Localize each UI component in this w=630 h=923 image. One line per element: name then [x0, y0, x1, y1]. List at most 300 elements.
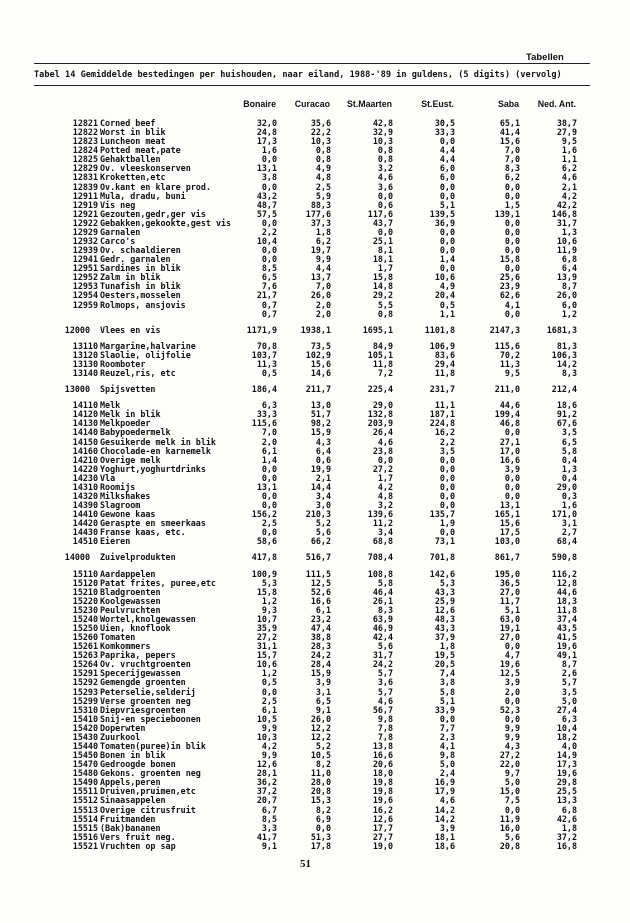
value-cell: 5,7 — [377, 668, 393, 679]
value-cell: 0,0 — [261, 490, 277, 501]
page-number: 51 — [300, 858, 311, 870]
value-cell: 3,5 — [561, 686, 577, 697]
value-cell: 37,9 — [434, 632, 455, 643]
item-description: Peterselie,selderij — [100, 686, 196, 697]
value-cell: 1,4 — [261, 454, 277, 465]
value-cell: 20,8 — [310, 786, 331, 797]
value-cell: 13,9 — [556, 272, 577, 283]
value-cell: 0,7 — [261, 308, 277, 319]
value-cell: 12,6 — [372, 813, 393, 824]
value-cell: 10,7 — [256, 613, 277, 624]
table-row-total — [0, 553, 630, 562]
item-description: Gewone kaas — [100, 509, 156, 520]
value-cell: 3,4 — [377, 527, 393, 538]
value-cell: 2,3 — [439, 731, 455, 742]
value-cell: 3,5 — [439, 445, 455, 456]
value-cell: 9,3 — [261, 604, 277, 615]
value-cell: 2,0 — [315, 308, 331, 319]
item-code: 14210 — [72, 454, 98, 465]
item-description: Verse groenten neg — [100, 695, 191, 706]
value-cell: 5,1 — [439, 695, 455, 706]
value-cell: 20,8 — [499, 840, 520, 851]
item-code: 15293 — [72, 686, 98, 697]
value-cell: 10,3 — [256, 731, 277, 742]
value-cell: 12,2 — [310, 722, 331, 733]
value-cell: 27,7 — [372, 831, 393, 842]
value-cell: 6,8 — [561, 254, 577, 265]
item-code: 12000 — [64, 324, 90, 335]
value-cell: 9,5 — [561, 136, 577, 147]
value-cell: 29,8 — [556, 777, 577, 788]
value-cell: 12,6 — [434, 604, 455, 615]
value-cell: 2,0 — [261, 436, 277, 447]
title-rule — [34, 85, 590, 86]
value-cell: 186,4 — [251, 384, 277, 395]
value-cell: 15,6 — [310, 358, 331, 369]
value-cell: 4,1 — [504, 299, 520, 310]
value-cell: 211,7 — [305, 384, 331, 395]
item-code: 13130 — [72, 358, 98, 369]
item-description: Koolgewassen — [100, 595, 161, 606]
value-cell: 16,9 — [434, 777, 455, 788]
item-code: 15410 — [72, 713, 98, 724]
value-cell: 7,8 — [377, 731, 393, 742]
value-cell: 0,0 — [504, 713, 520, 724]
item-code: 15264 — [72, 659, 98, 670]
item-code: 12919 — [72, 199, 98, 210]
value-cell: 7,0 — [261, 427, 277, 438]
table-row-total — [0, 326, 630, 335]
item-code: 12941 — [72, 254, 98, 265]
value-cell: 43,2 — [256, 190, 277, 201]
value-cell: 8,5 — [261, 813, 277, 824]
item-code: 15220 — [72, 595, 98, 606]
item-description: Sardines in blik — [100, 263, 181, 274]
item-code: 15120 — [72, 577, 98, 588]
item-code: 15299 — [72, 695, 98, 706]
value-cell: 36,2 — [256, 777, 277, 788]
item-code: 15260 — [72, 632, 98, 643]
value-cell: 708,4 — [367, 552, 393, 563]
value-cell: 0,0 — [261, 686, 277, 697]
value-cell: 15,8 — [256, 586, 277, 597]
value-cell: 18,1 — [434, 831, 455, 842]
value-cell: 12,2 — [310, 731, 331, 742]
value-cell: 6,4 — [561, 263, 577, 274]
value-cell: 117,6 — [367, 208, 393, 219]
value-cell: 56,7 — [372, 704, 393, 715]
value-cell: 10,3 — [372, 136, 393, 147]
value-cell: 5,7 — [377, 686, 393, 697]
value-cell: 26,0 — [310, 290, 331, 301]
value-cell: 41,4 — [499, 127, 520, 138]
value-cell: 4,1 — [439, 741, 455, 751]
value-cell: 26,0 — [310, 713, 331, 724]
value-cell: 0,0 — [261, 463, 277, 474]
value-cell: 1,7 — [377, 472, 393, 483]
item-description: Zuivelprodukten — [100, 552, 176, 563]
value-cell: 4,3 — [315, 436, 331, 447]
item-code: 12959 — [72, 299, 98, 310]
item-code: 12952 — [72, 272, 98, 283]
value-cell: 20,7 — [256, 795, 277, 806]
value-cell: 195,0 — [494, 568, 520, 579]
value-cell: 0,0 — [439, 481, 455, 492]
value-cell: 199,4 — [494, 409, 520, 420]
value-cell: 0,0 — [439, 263, 455, 274]
value-cell: 13,1 — [256, 163, 277, 174]
value-cell: 1,2 — [261, 668, 277, 679]
value-cell: 22,2 — [310, 127, 331, 138]
value-cell: 20,5 — [434, 659, 455, 670]
value-cell: 15,9 — [310, 668, 331, 679]
value-cell: 9,1 — [315, 704, 331, 715]
value-cell: 17,3 — [556, 759, 577, 770]
value-cell: 23,8 — [372, 445, 393, 456]
value-cell: 19,7 — [310, 245, 331, 256]
value-cell: 0,0 — [261, 254, 277, 265]
value-cell: 68,4 — [556, 536, 577, 547]
value-cell: 11,8 — [434, 368, 455, 379]
value-cell: 37,2 — [556, 831, 577, 842]
value-cell: 42,8 — [372, 118, 393, 128]
value-cell: 0,5 — [261, 368, 277, 379]
item-description: Carco's — [100, 236, 136, 247]
value-cell: 6,2 — [504, 172, 520, 183]
value-cell: 57,5 — [256, 208, 277, 219]
value-cell: 0,0 — [504, 263, 520, 274]
value-cell: 48,3 — [434, 613, 455, 624]
value-cell: 1,1 — [439, 308, 455, 319]
value-cell: 27,2 — [499, 750, 520, 761]
value-cell: 0,5 — [439, 299, 455, 310]
value-cell: 15,9 — [310, 427, 331, 438]
value-cell: 5,3 — [261, 577, 277, 588]
value-cell: 4,6 — [439, 795, 455, 806]
value-cell: 42,6 — [556, 813, 577, 824]
value-cell: 4,7 — [504, 650, 520, 661]
value-cell: 11,1 — [434, 400, 455, 411]
column-header: Bonaire — [243, 99, 276, 109]
value-cell: 27,2 — [256, 632, 277, 643]
item-code: 15514 — [72, 813, 98, 824]
value-cell: 14,6 — [310, 368, 331, 379]
value-cell: 0,0 — [261, 154, 277, 165]
section-tag: Tabellen — [526, 52, 564, 63]
value-cell: 4,6 — [377, 172, 393, 183]
value-cell: 9,9 — [261, 722, 277, 733]
value-cell: 7,5 — [504, 795, 520, 806]
value-cell: 5,5 — [377, 299, 393, 310]
value-cell: 48,7 — [256, 199, 277, 210]
value-cell: 2,6 — [561, 668, 577, 679]
value-cell: 51,3 — [310, 831, 331, 842]
value-cell: 0,0 — [504, 490, 520, 501]
column-header: Curacao — [294, 99, 330, 109]
item-description: Slagroom — [100, 500, 141, 511]
value-cell: 1,1 — [561, 154, 577, 165]
item-description: Vlees en vis — [100, 324, 161, 335]
value-cell: 4,8 — [315, 172, 331, 183]
value-cell: 16,0 — [499, 822, 520, 833]
value-cell: 84,9 — [372, 340, 393, 351]
value-cell: 0,0 — [439, 500, 455, 511]
value-cell: 5,6 — [504, 831, 520, 842]
item-description: Slaolie, olijfolie — [100, 349, 191, 360]
value-cell: 187,1 — [429, 409, 455, 420]
value-cell: 10,4 — [556, 722, 577, 733]
value-cell: 3,3 — [261, 822, 277, 833]
value-cell: 13,3 — [556, 795, 577, 806]
item-description: Corned beef — [100, 118, 156, 128]
value-cell: 135,7 — [429, 509, 455, 520]
item-code: 13110 — [72, 340, 98, 351]
value-cell: 111,5 — [305, 568, 331, 579]
value-cell: 28,3 — [310, 641, 331, 652]
value-cell: 2,4 — [439, 768, 455, 779]
value-cell: 1,6 — [261, 145, 277, 156]
item-code: 15430 — [72, 731, 98, 742]
value-cell: 7,8 — [377, 722, 393, 733]
item-description: Gebakken,gekookte,gest vis — [100, 217, 232, 228]
item-description: Zuurkool — [100, 731, 141, 742]
item-code: 14420 — [72, 518, 98, 529]
value-cell: 12,6 — [256, 759, 277, 770]
value-cell: 0,0 — [504, 641, 520, 652]
value-cell: 27,1 — [499, 436, 520, 447]
value-cell: 5,2 — [315, 741, 331, 751]
value-cell: 1,3 — [561, 463, 577, 474]
item-description: Aardappelen — [100, 568, 156, 579]
item-code: 13140 — [72, 368, 98, 379]
value-cell: 0,0 — [439, 713, 455, 724]
value-cell: 3,2 — [377, 500, 393, 511]
value-cell: 27,4 — [556, 704, 577, 715]
item-code: 14000 — [64, 552, 90, 563]
value-cell: 9,1 — [261, 840, 277, 851]
value-cell: 5,1 — [439, 199, 455, 210]
item-description: Roomboter — [100, 358, 146, 369]
value-cell: 15,8 — [372, 272, 393, 283]
value-cell: 67,6 — [556, 418, 577, 429]
value-cell: 3,8 — [439, 677, 455, 688]
item-code: 12911 — [72, 190, 98, 201]
item-description: Druiven,pruimen,etc — [100, 786, 196, 797]
item-code: 15516 — [72, 831, 98, 842]
item-description: Gehaktballen — [100, 154, 161, 165]
value-cell: 9,9 — [261, 750, 277, 761]
value-cell: 16,6 — [499, 454, 520, 465]
value-cell: 26,1 — [372, 595, 393, 606]
value-cell: 146,8 — [551, 208, 577, 219]
value-cell: 1,9 — [439, 518, 455, 529]
value-cell: 98,2 — [310, 418, 331, 429]
value-cell: 8,5 — [261, 263, 277, 274]
value-cell: 9,9 — [504, 731, 520, 742]
value-cell: 4,2 — [261, 741, 277, 751]
value-cell: 26,4 — [372, 427, 393, 438]
item-description: Zalm in blik — [100, 272, 161, 283]
value-cell: 42,4 — [372, 632, 393, 643]
value-cell: 11,8 — [556, 604, 577, 615]
item-code: 14510 — [72, 536, 98, 547]
value-cell: 13,8 — [372, 741, 393, 751]
item-code: 14320 — [72, 490, 98, 501]
value-cell: 15,0 — [499, 786, 520, 797]
value-cell: 18,6 — [434, 840, 455, 851]
value-cell: 41,5 — [556, 632, 577, 643]
item-code: 14220 — [72, 463, 98, 474]
value-cell: 6,0 — [561, 299, 577, 310]
value-cell: 171,0 — [551, 509, 577, 520]
value-cell: 30,5 — [434, 118, 455, 128]
value-cell: 11,7 — [499, 595, 520, 606]
value-cell: 1,5 — [504, 199, 520, 210]
value-cell: 0,4 — [561, 472, 577, 483]
value-cell: 115,6 — [251, 418, 277, 429]
item-code: 14120 — [72, 409, 98, 420]
value-cell: 24,2 — [310, 650, 331, 661]
value-cell: 6,2 — [561, 163, 577, 174]
value-cell: 29,0 — [556, 481, 577, 492]
value-cell: 15,6 — [499, 518, 520, 529]
item-code: 14410 — [72, 509, 98, 520]
value-cell: 38,8 — [310, 632, 331, 643]
item-code: 14390 — [72, 500, 98, 511]
value-cell: 29,2 — [372, 290, 393, 301]
value-cell: 52,3 — [499, 704, 520, 715]
value-cell: 105,1 — [367, 349, 393, 360]
value-cell: 0,0 — [439, 245, 455, 256]
value-cell: 2,5 — [261, 518, 277, 529]
value-cell: 20,6 — [372, 759, 393, 770]
column-header: St.Eust. — [421, 99, 454, 109]
value-cell: 7,6 — [261, 281, 277, 292]
value-cell: 4,8 — [377, 490, 393, 501]
item-description: Gesuikerde melk in blik — [100, 436, 216, 447]
value-cell: 43,7 — [372, 217, 393, 228]
item-description: Gezouten,gedr,ger vis — [100, 208, 206, 219]
value-cell: 1695,1 — [362, 324, 393, 335]
value-cell: 139,6 — [367, 509, 393, 520]
value-cell: 6,1 — [315, 604, 331, 615]
item-code: 15521 — [72, 840, 98, 851]
item-description: Doperwten — [100, 722, 146, 733]
value-cell: 35,6 — [310, 118, 331, 128]
value-cell: 2,2 — [261, 226, 277, 237]
item-description: Mula, dradu, buni — [100, 190, 186, 201]
value-cell: 25,1 — [372, 236, 393, 247]
item-description: Margarine,halvarine — [100, 340, 196, 351]
value-cell: 231,7 — [429, 384, 455, 395]
item-description: Ov. vruchtgroenten — [100, 659, 191, 670]
item-description: Babypoedermelk — [100, 427, 171, 438]
value-cell: 16,8 — [556, 840, 577, 851]
value-cell: 6,5 — [561, 436, 577, 447]
value-cell: 19,6 — [499, 659, 520, 670]
item-code: 12822 — [72, 127, 98, 138]
item-code: 15310 — [72, 704, 98, 715]
value-cell: 165,1 — [494, 509, 520, 520]
value-cell: 0,0 — [439, 226, 455, 237]
value-cell: 0,0 — [504, 190, 520, 201]
item-code: 12954 — [72, 290, 98, 301]
value-cell: 10,4 — [256, 236, 277, 247]
item-code: 15291 — [72, 668, 98, 679]
value-cell: 46,4 — [372, 586, 393, 597]
item-code: 14160 — [72, 445, 98, 456]
value-cell: 6,1 — [261, 445, 277, 456]
value-cell: 17,8 — [310, 840, 331, 851]
value-cell: 16,6 — [310, 595, 331, 606]
item-code: 15240 — [72, 613, 98, 624]
value-cell: 18,6 — [556, 400, 577, 411]
item-code: 14430 — [72, 527, 98, 538]
value-cell: 0,3 — [561, 490, 577, 501]
value-cell: 417,8 — [251, 552, 277, 563]
value-cell: 19,6 — [556, 768, 577, 779]
value-cell: 0,8 — [315, 154, 331, 165]
item-description: Paprika, pepers — [100, 650, 176, 661]
table-row — [0, 369, 630, 378]
value-cell: 19,6 — [556, 641, 577, 652]
value-cell: 6,3 — [261, 400, 277, 411]
item-description: Vruchten op sap — [100, 840, 176, 851]
value-cell: 16,2 — [372, 804, 393, 815]
value-cell: 0,0 — [504, 472, 520, 483]
value-cell: 10,6 — [434, 272, 455, 283]
value-cell: 139,1 — [494, 208, 520, 219]
item-description: Garnalen — [100, 226, 141, 237]
value-cell: 0,0 — [261, 472, 277, 483]
value-cell: 115,6 — [494, 340, 520, 351]
value-cell: 1938,1 — [300, 324, 331, 335]
value-cell: 32,0 — [256, 118, 277, 128]
value-cell: 33,9 — [434, 704, 455, 715]
item-description: Appels,peren — [100, 777, 161, 788]
value-cell: 4,6 — [561, 172, 577, 183]
value-cell: 33,3 — [256, 409, 277, 420]
value-cell: 1,2 — [261, 595, 277, 606]
data-table — [0, 119, 630, 851]
value-cell: 28,4 — [310, 659, 331, 670]
value-cell: 142,6 — [429, 568, 455, 579]
value-cell: 0,0 — [504, 427, 520, 438]
column-header: St.Maarten — [347, 99, 392, 109]
value-cell: 27,0 — [499, 586, 520, 597]
item-code: 15110 — [72, 568, 98, 579]
item-code: 15515 — [72, 822, 98, 833]
value-cell: 6,4 — [315, 445, 331, 456]
value-cell: 212,4 — [551, 384, 577, 395]
value-cell: 5,0 — [561, 695, 577, 706]
value-cell: 5,8 — [377, 577, 393, 588]
value-cell: 1,4 — [439, 254, 455, 265]
value-cell: 35,9 — [256, 622, 277, 633]
item-description: Uien, knoflook — [100, 622, 171, 633]
value-cell: 25,9 — [434, 595, 455, 606]
item-description: Gedr. garnalen — [100, 254, 171, 265]
item-description: Kroketten,etc — [100, 172, 166, 183]
item-description: Tunafish in blik — [100, 281, 181, 292]
value-cell: 11,2 — [372, 518, 393, 529]
item-description: Rolmops, ansjovis — [100, 299, 186, 310]
value-cell: 91,2 — [556, 409, 577, 420]
value-cell: 2,7 — [561, 527, 577, 538]
value-cell: 43,3 — [434, 586, 455, 597]
item-description: Spijsvetten — [100, 384, 156, 395]
item-description: Tomaten(puree)in blik — [100, 741, 206, 751]
